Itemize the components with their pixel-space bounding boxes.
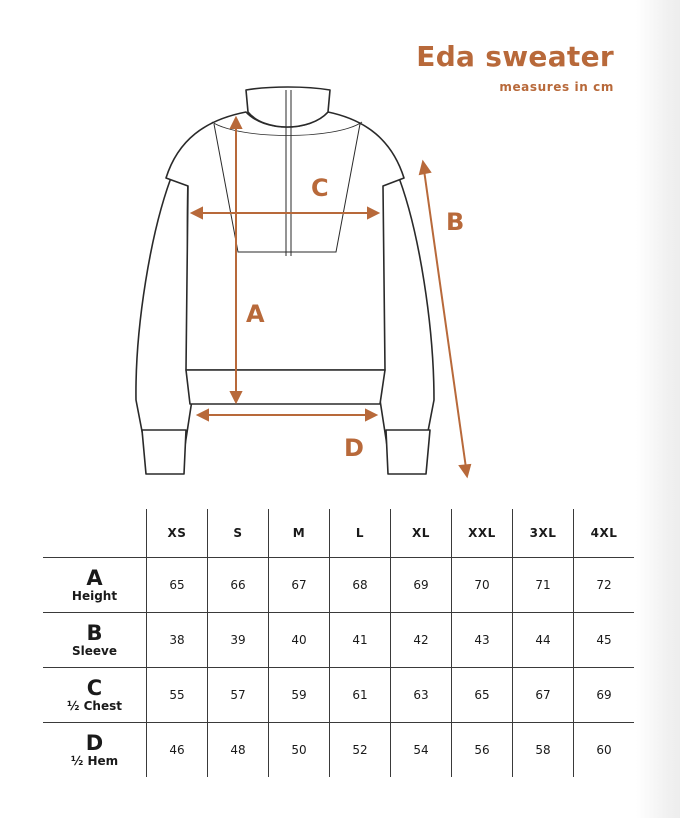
table-cell: 44	[513, 613, 574, 668]
label-a: A	[246, 300, 265, 328]
row-name: Height	[71, 589, 118, 603]
table-row	[43, 668, 634, 723]
table-cell: 41	[330, 613, 391, 668]
header-corner	[43, 509, 147, 558]
table-cell: 42	[391, 613, 452, 668]
table-cell: 70	[452, 558, 513, 613]
left-cuff	[142, 430, 186, 474]
collar	[246, 87, 330, 127]
table-cell: 69	[391, 558, 452, 613]
right-cuff	[386, 430, 430, 474]
table-cell: 65	[147, 558, 208, 613]
sweater-body	[166, 112, 404, 370]
row-label	[43, 613, 147, 668]
size-header: XS	[147, 509, 208, 558]
table-row	[43, 558, 634, 613]
table-cell: 55	[147, 668, 208, 723]
row-name: ½ Hem	[70, 754, 119, 768]
page-title: Eda sweater	[416, 40, 614, 73]
row-label	[43, 668, 147, 723]
size-header-row	[43, 509, 634, 558]
table-cell: 50	[269, 723, 330, 778]
size-table	[43, 509, 634, 777]
table-cell: 67	[269, 558, 330, 613]
row-name: ½ Chest	[67, 699, 122, 713]
page-subtitle: measures in cm	[499, 80, 614, 94]
row-label	[43, 558, 147, 613]
table-cell: 61	[330, 668, 391, 723]
table-cell: 67	[513, 668, 574, 723]
table-row	[43, 613, 634, 668]
table-cell: 58	[513, 723, 574, 778]
table-cell: 43	[452, 613, 513, 668]
table-cell: 63	[391, 668, 452, 723]
size-header: XL	[391, 509, 452, 558]
right-sleeve	[380, 170, 434, 452]
label-d: D	[344, 434, 364, 462]
left-sleeve	[136, 170, 192, 452]
row-letter: D	[85, 731, 104, 755]
row-letter: B	[86, 621, 103, 645]
label-c: C	[311, 174, 329, 202]
table-cell: 59	[269, 668, 330, 723]
size-header: S	[208, 509, 269, 558]
table-cell: 66	[208, 558, 269, 613]
table-cell: 68	[330, 558, 391, 613]
row-name: Sleeve	[72, 644, 117, 658]
table-cell: 52	[330, 723, 391, 778]
table-cell: 65	[452, 668, 513, 723]
table-cell: 38	[147, 613, 208, 668]
table-cell: 69	[574, 668, 635, 723]
label-b: B	[446, 208, 465, 236]
table-cell: 54	[391, 723, 452, 778]
row-label	[43, 723, 147, 778]
table-cell: 56	[452, 723, 513, 778]
table-cell: 46	[147, 723, 208, 778]
size-header: L	[330, 509, 391, 558]
row-letter: A	[86, 566, 103, 590]
table-cell: 57	[208, 668, 269, 723]
size-header: 4XL	[574, 509, 635, 558]
table-cell: 60	[574, 723, 635, 778]
size-header: XXL	[452, 509, 513, 558]
table-cell: 39	[208, 613, 269, 668]
size-header: 3XL	[513, 509, 574, 558]
table-row	[43, 723, 634, 778]
table-cell: 71	[513, 558, 574, 613]
hem-band	[186, 370, 385, 404]
table-cell: 48	[208, 723, 269, 778]
table-cell: 45	[574, 613, 635, 668]
table-cell: 72	[574, 558, 635, 613]
table-cell: 40	[269, 613, 330, 668]
size-header: M	[269, 509, 330, 558]
row-letter: C	[86, 676, 103, 700]
